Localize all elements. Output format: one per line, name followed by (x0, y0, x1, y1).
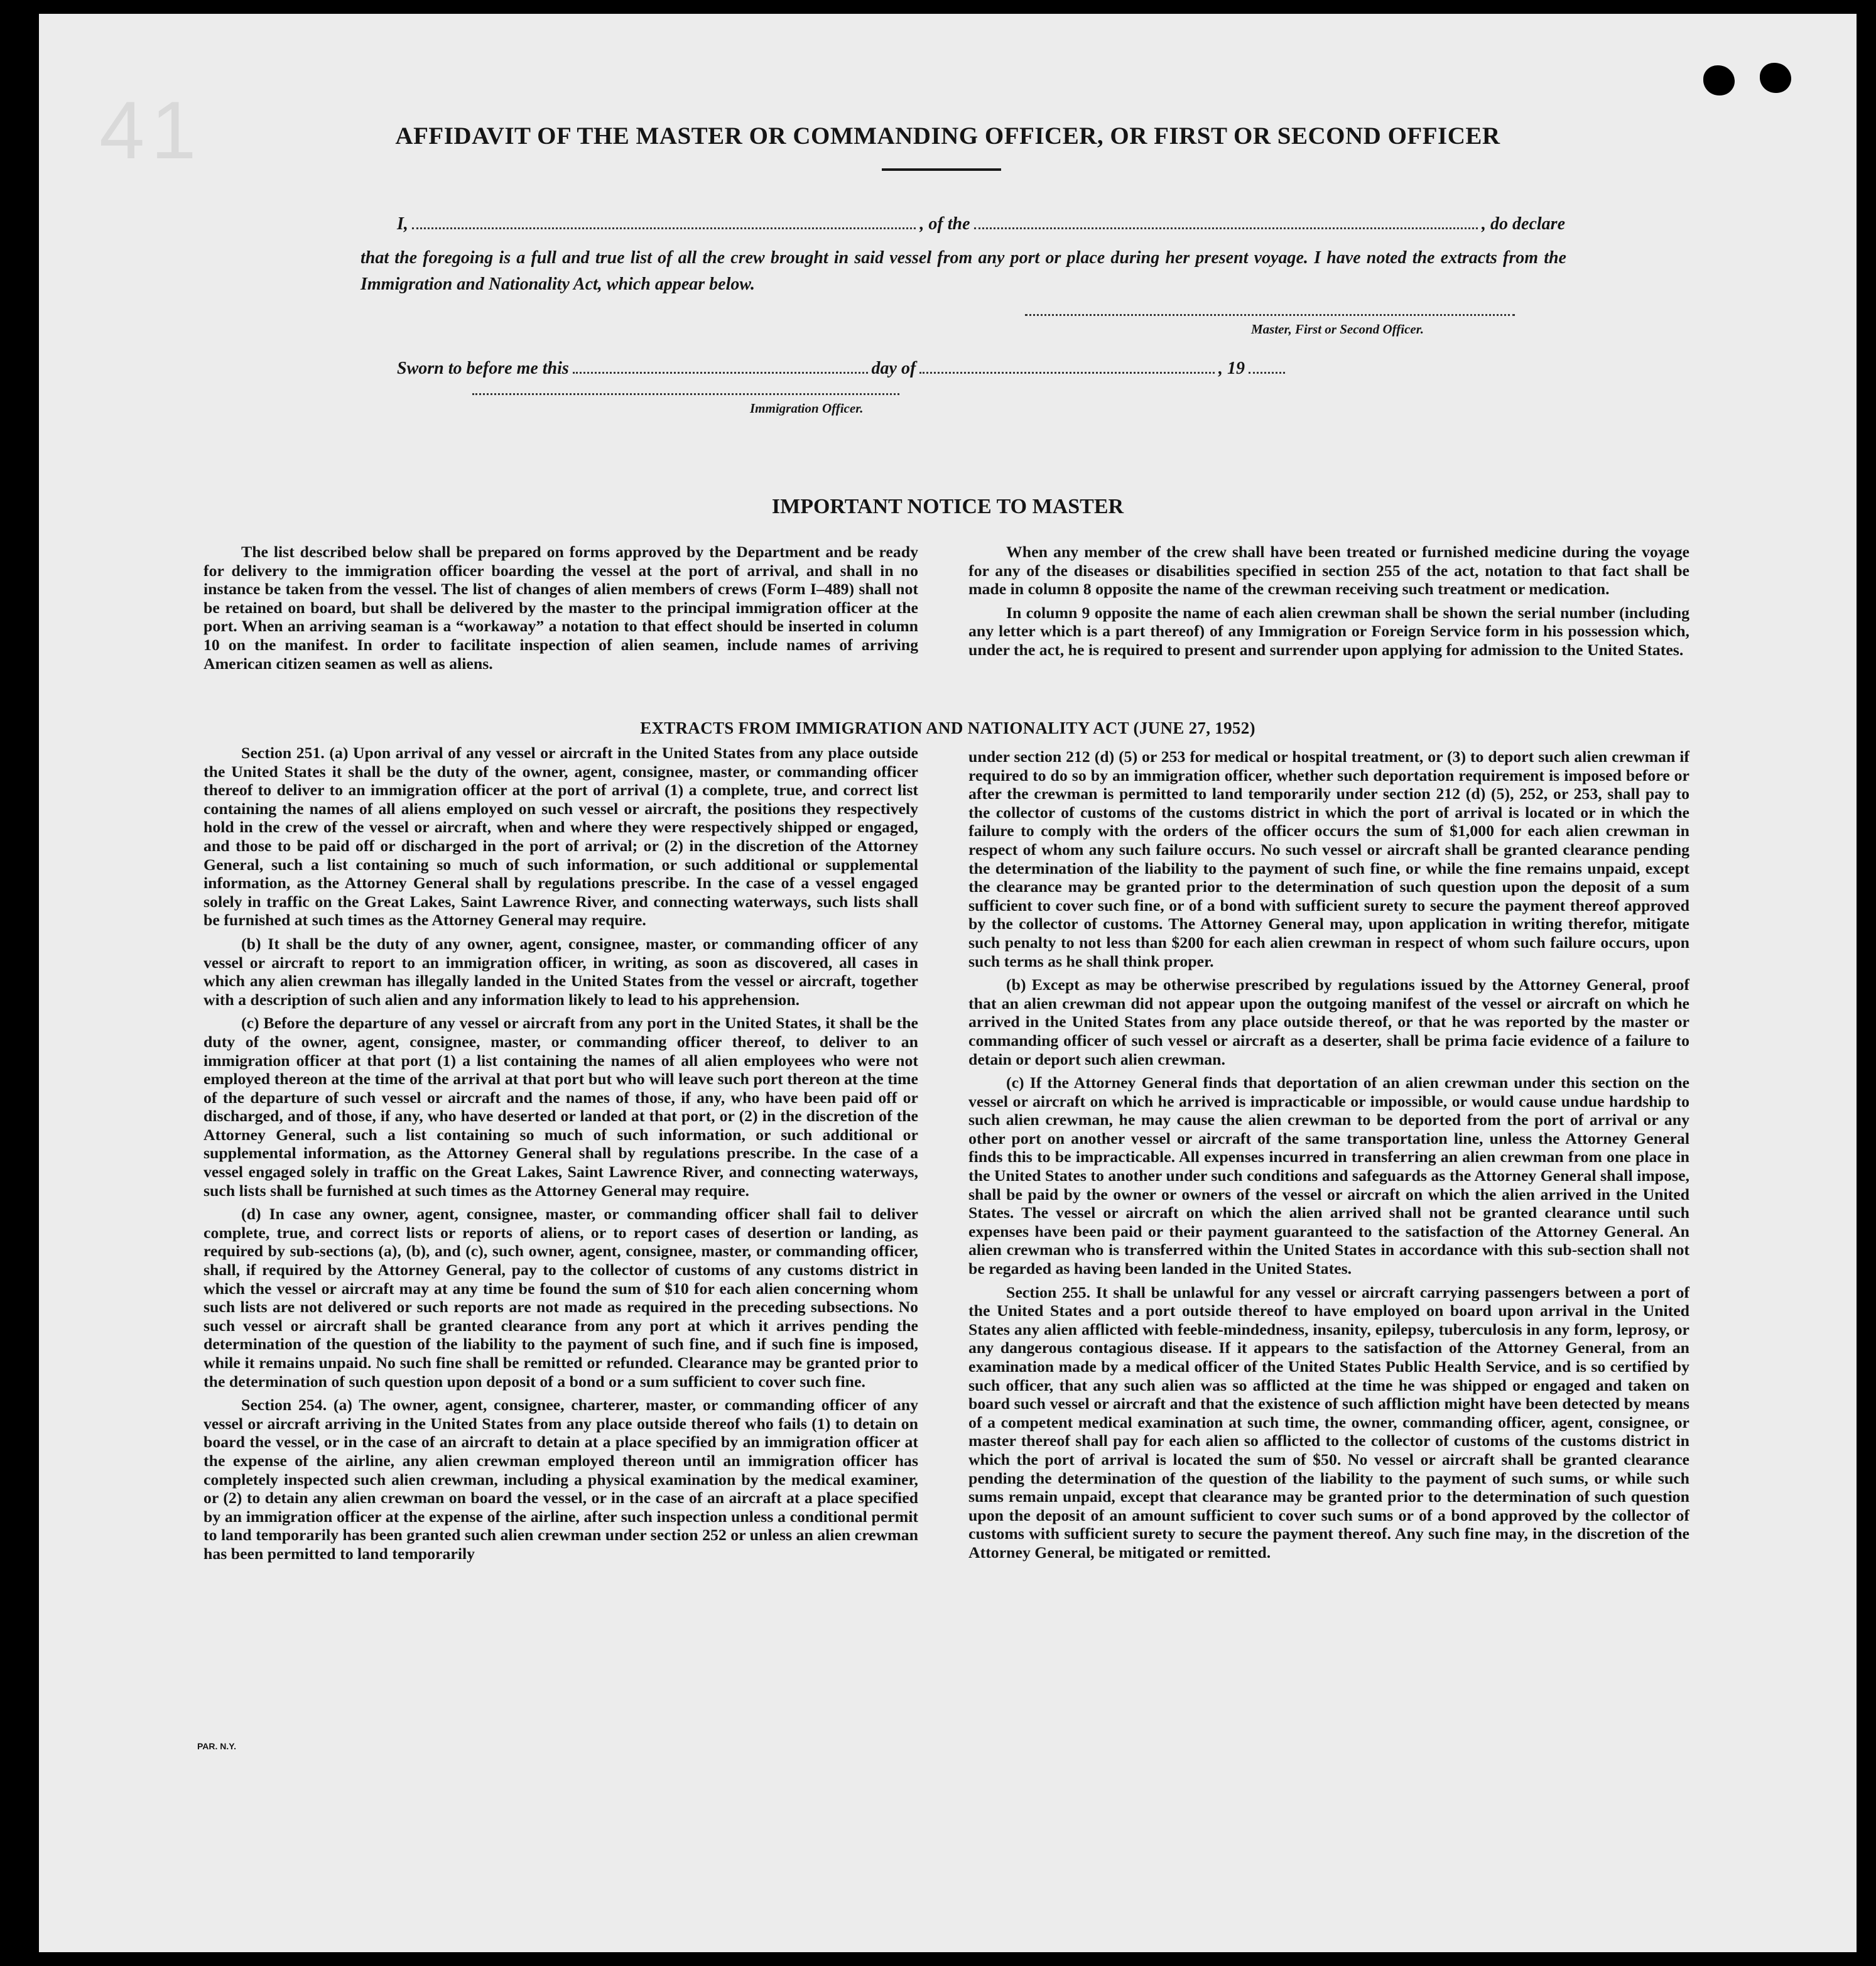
immigration-officer-signature-field[interactable] (472, 393, 899, 395)
extract-paragraph: Section 251. (a) Upon arrival of any vessel or aircraft in the United States from any place outside the United States it shall be the duty of the owner, agent, consignee, master, or commanding officer thereof to deliver to an immigration officer at the port of arrival (1) a complete, true, and correct list containing the names of all aliens employed on such vessel or aircraft, the positions they respectively hold in the crew of the vessel or aircraft, when and where they were respectively shipped or engaged, and those to be paid off or discharged in the port of arrival; or (2) in the discretion of the Attorney General, such a list containing so much of such information, or such additional or supplemental information, as the Attorney General shall by regulations prescribe. In the case of a vessel engaged solely in traffic on the Great Lakes, Saint Lawrence River, and connecting waterways, such lists shall be furnished at such times as the Attorney General may require. (203, 744, 918, 930)
sworn-label: Sworn to before me this (397, 359, 569, 378)
declare-label: , do declare (1482, 214, 1566, 234)
of-the-label: , of the (919, 214, 970, 234)
extract-paragraph: (c) Before the departure of any vessel or aircraft from any port in the United States, it shall be the duty of the owner, agent, consignee, master, or commanding officer thereof, to deliver to an immigration officer at that port (1) a list containing the names of all alien employees who were not employed thereon at the time of the arrival at that port but who will leave such port thereon at the time of the departure of such vessel or aircraft and the names of those, if any, who have been paid off or discharged, and of those, if any, who have deserted or landed at that port, or (2) in the discretion of the Attorney General, such a list containing so much of such information, or such additional or supplemental information, as the Attorney General shall by regulations prescribe. In the case of a vessel engaged solely in traffic on the Great Lakes, Saint Lawrence River, and connecting waterways, such lists shall be furnished at such times as the Attorney General may require. (203, 1014, 918, 1200)
extracts-right-column (968, 747, 1689, 1567)
notice-left-column (203, 543, 918, 678)
punch-hole-icon (1760, 63, 1791, 93)
extract-paragraph: (b) It shall be the duty of any owner, agent, consignee, master, or commanding officer of any vessel or aircraft to report to an immigration officer, in writing, as soon as discovered, all cases in which any alien crewman has illegally landed in the United States from the vessel or aircraft, together with a description of such alien and any information likely to lead to his apprehension. (203, 934, 918, 1009)
extract-paragraph: (c) If the Attorney General finds that deportation of an alien crewman under this section on the vessel or aircraft on which he arrived is impracticable or impossible, or would cause undue hardship to such alien crewman, he may cause the alien crewman to be deported from the port of arrival or any other port on another vessel or aircraft of the same transportation line, unless the Attorney General finds this to be impracticable. All expenses incurred in transferring an alien crewman from one place in the United States to another under such conditions and safeguards as the Attorney General shall impose, shall be paid by the owner or owners of the vessel or aircraft on which the alien arrived in the United States. The vessel or aircraft on which the alien arrived shall not be granted clearance until such expenses have been paid or their payment guaranteed to the satisfaction of the Attorney General. An alien crewman who is transferred within the United States in accordance with this sub-section shall not be regarded as having been landed in the United States. (968, 1073, 1689, 1278)
sworn-day-field[interactable] (573, 358, 868, 374)
document-page (39, 14, 1857, 1952)
notice-paragraph: In column 9 opposite the name of each alien crewman shall be shown the serial number (including any letter which is a part thereof) of any Immigration or Foreign Service form in his possession which, under the act, he is required to present and surrender upon applying for admission to the United States. (968, 603, 1689, 659)
master-signature-label: Master, First or Second Officer. (1251, 322, 1424, 337)
notice-right-column (968, 543, 1689, 665)
notice-title: IMPORTANT NOTICE TO MASTER (771, 495, 1124, 518)
title-underline (882, 168, 1001, 171)
declaration-text: that the foregoing is a full and true list of all the crew brought in said vessel from any port or place during her present voyage. I have noted the extracts from the Immigration and Nationality Act, which appear below. (361, 248, 1566, 294)
extracts-left-column (203, 744, 918, 1568)
year-label: , 19 (1218, 359, 1245, 378)
sworn-month-field[interactable] (919, 358, 1215, 374)
sworn-line (397, 358, 1289, 379)
extract-paragraph: under section 212 (d) (5) or 253 for medical or hospital treatment, or (3) to deport such alien crewman if required to do so by an immigration officer, whether such deportation requirement is imposed before or after the crewman is permitted to land temporarily under section 212 (d) (5), 252, or 253, shall pay to the collector of customs of the customs district in which the port of arrival is located or in which the failure to comply with the orders of the officer occurs the sum of $1,000 for each alien crewman in respect of whom any such failure occurs. No such vessel or aircraft shall be granted clearance pending the determination of the liability to the payment of such fine, or while the fine remains unpaid, except the clearance may be granted prior to the determination of such question upon the deposit of a sum sufficient to cover such fine, or of a bond with sufficient surety to secure the payment thereof approved by the collector of customs. The Attorney General may, upon application in writing therefor, mitigate such penalty to not less than $200 for each alien crewman in respect of whom such failure occurs, upon such terms as he shall think proper. (968, 747, 1689, 970)
declaration-line (397, 214, 1565, 234)
day-of-label: day of (871, 359, 916, 378)
immigration-officer-label: Immigration Officer. (750, 401, 864, 416)
extract-paragraph: (b) Except as may be otherwise prescribed by regulations issued by the Attorney General, proof that an alien crewman did not appear upon the outgoing manifest of the vessel or aircraft on which he arrived in the United States from any place outside thereof, or that he was reported by the master or commanding officer of such vessel or aircraft as a deserter, shall be prima facie evidence of a failure to detain or deport such alien crewman. (968, 975, 1689, 1068)
margin-pencil-mark: 41 (99, 84, 203, 176)
extract-paragraph: (d) In case any owner, agent, consignee, master, or commanding officer shall fail to deliver complete, true, and correct lists or reports of aliens, or to report cases of desertion or landing, as required by sub-sections (a), (b), and (c), such owner, agent, consignee, master, or commanding officer, shall, if required by the Attorney General, pay to the collector of customs of any customs district in which the vessel or aircraft may at any time be found the sum of $10 for each alien concerning whom such lists are not delivered or such reports are not made as required in the preceding subsections. No such vessel or aircraft shall be granted clearance from any port at which it arrives pending the determination of the question of the liability to the payment of such fine, and if such fine is imposed, while it remains unpaid. No such fine shall be remitted or refunded. Clearance may be granted prior to the determination of such question upon deposit of a bond or a sum sufficient to cover such fine. (203, 1205, 918, 1391)
declarant-label: I, (397, 214, 408, 234)
declarant-name-field[interactable] (412, 214, 916, 229)
vessel-name-field[interactable] (974, 214, 1478, 229)
extracts-title: EXTRACTS FROM IMMIGRATION AND NATIONALITY ACT (JUNE 27, 1952) (640, 719, 1255, 737)
affidavit-title: AFFIDAVIT OF THE MASTER OR COMMANDING OFFICER, OR FIRST OR SECOND OFFICER (395, 122, 1500, 149)
printer-mark: PAR. N.Y. (197, 1741, 236, 1751)
sworn-year-field[interactable] (1249, 358, 1285, 374)
notice-paragraph: When any member of the crew shall have been treated or furnished medicine during the voyage for any of the diseases or disabilities specified in section 255 of the act, notation to that fact shall be made in column 8 opposite the name of the crewman receiving such treatment or medication. (968, 543, 1689, 599)
extract-paragraph: Section 254. (a) The owner, agent, consignee, charterer, master, or commanding officer of any vessel or aircraft arriving in the United States from any place outside thereof who fails (1) to detain on board the vessel, or in the case of an aircraft to detain at a place specified by an immigration officer at the expense of the airline, any alien crewman employed thereon until an immigration officer has completely inspected such alien crewman, including a physical examination by the medical examiner, or (2) to detain any alien crewman on board the vessel, or in the case of an aircraft at a place specified by an immigration officer at the expense of the airline, after such inspection unless a conditional permit to land temporarily has been granted such alien crewman under section 252 or unless an alien crewman has been permitted to land temporarily (203, 1396, 918, 1563)
extract-paragraph: Section 255. It shall be unlawful for any vessel or aircraft carrying passengers between a port of the United States and a port outside thereof to have employed on board upon arrival in the United States any alien afflicted with feeble-mindedness, insanity, epilepsy, tuberculosis in any form, leprosy, or any dangerous contagious disease. If it appears to the satisfaction of the Attorney General, from an examination made by a medical officer of the United States Public Health Service, and is so certified by such officer, that any such alien was so afflicted at the time he was shipped or engaged and taken on board such vessel or aircraft and that the existence of such affliction might have been detected by means of a competent medical examination at such time, the owner, commanding officer, agent, consignee, or master thereof shall pay for each alien so afflicted to the collector of customs of the customs district in which the port of arrival is located the sum of $50. No vessel or aircraft shall be granted clearance pending the determination of the question of the liability to the payment of such sums, or while such sums remain unpaid, except that clearance may be granted prior to the determination of such question upon the deposit of an amount sufficient to cover such sums or of a bond approved by the collector of customs with sufficient surety to secure the payment thereof. Any such fine may, in the discretion of the Attorney General, be mitigated or remitted. (968, 1283, 1689, 1561)
notice-paragraph: The list described below shall be prepared on forms approved by the Department and be ready for delivery to the immigration officer boarding the vessel at the port of arrival, and shall in no instance be taken from the vessel. The list of changes of alien members of crews (Form I–489) shall not be retained on board, but shall be delivered by the master to the principal immigration officer at the port. When an arriving seaman is a “workaway” a notation to that effect should be inserted in column 10 on the manifest. In order to facilitate inspection of alien seamen, include names of arriving American citizen seamen as well as aliens. (203, 543, 918, 673)
punch-hole-icon (1703, 65, 1735, 95)
master-signature-field[interactable] (1025, 314, 1515, 316)
